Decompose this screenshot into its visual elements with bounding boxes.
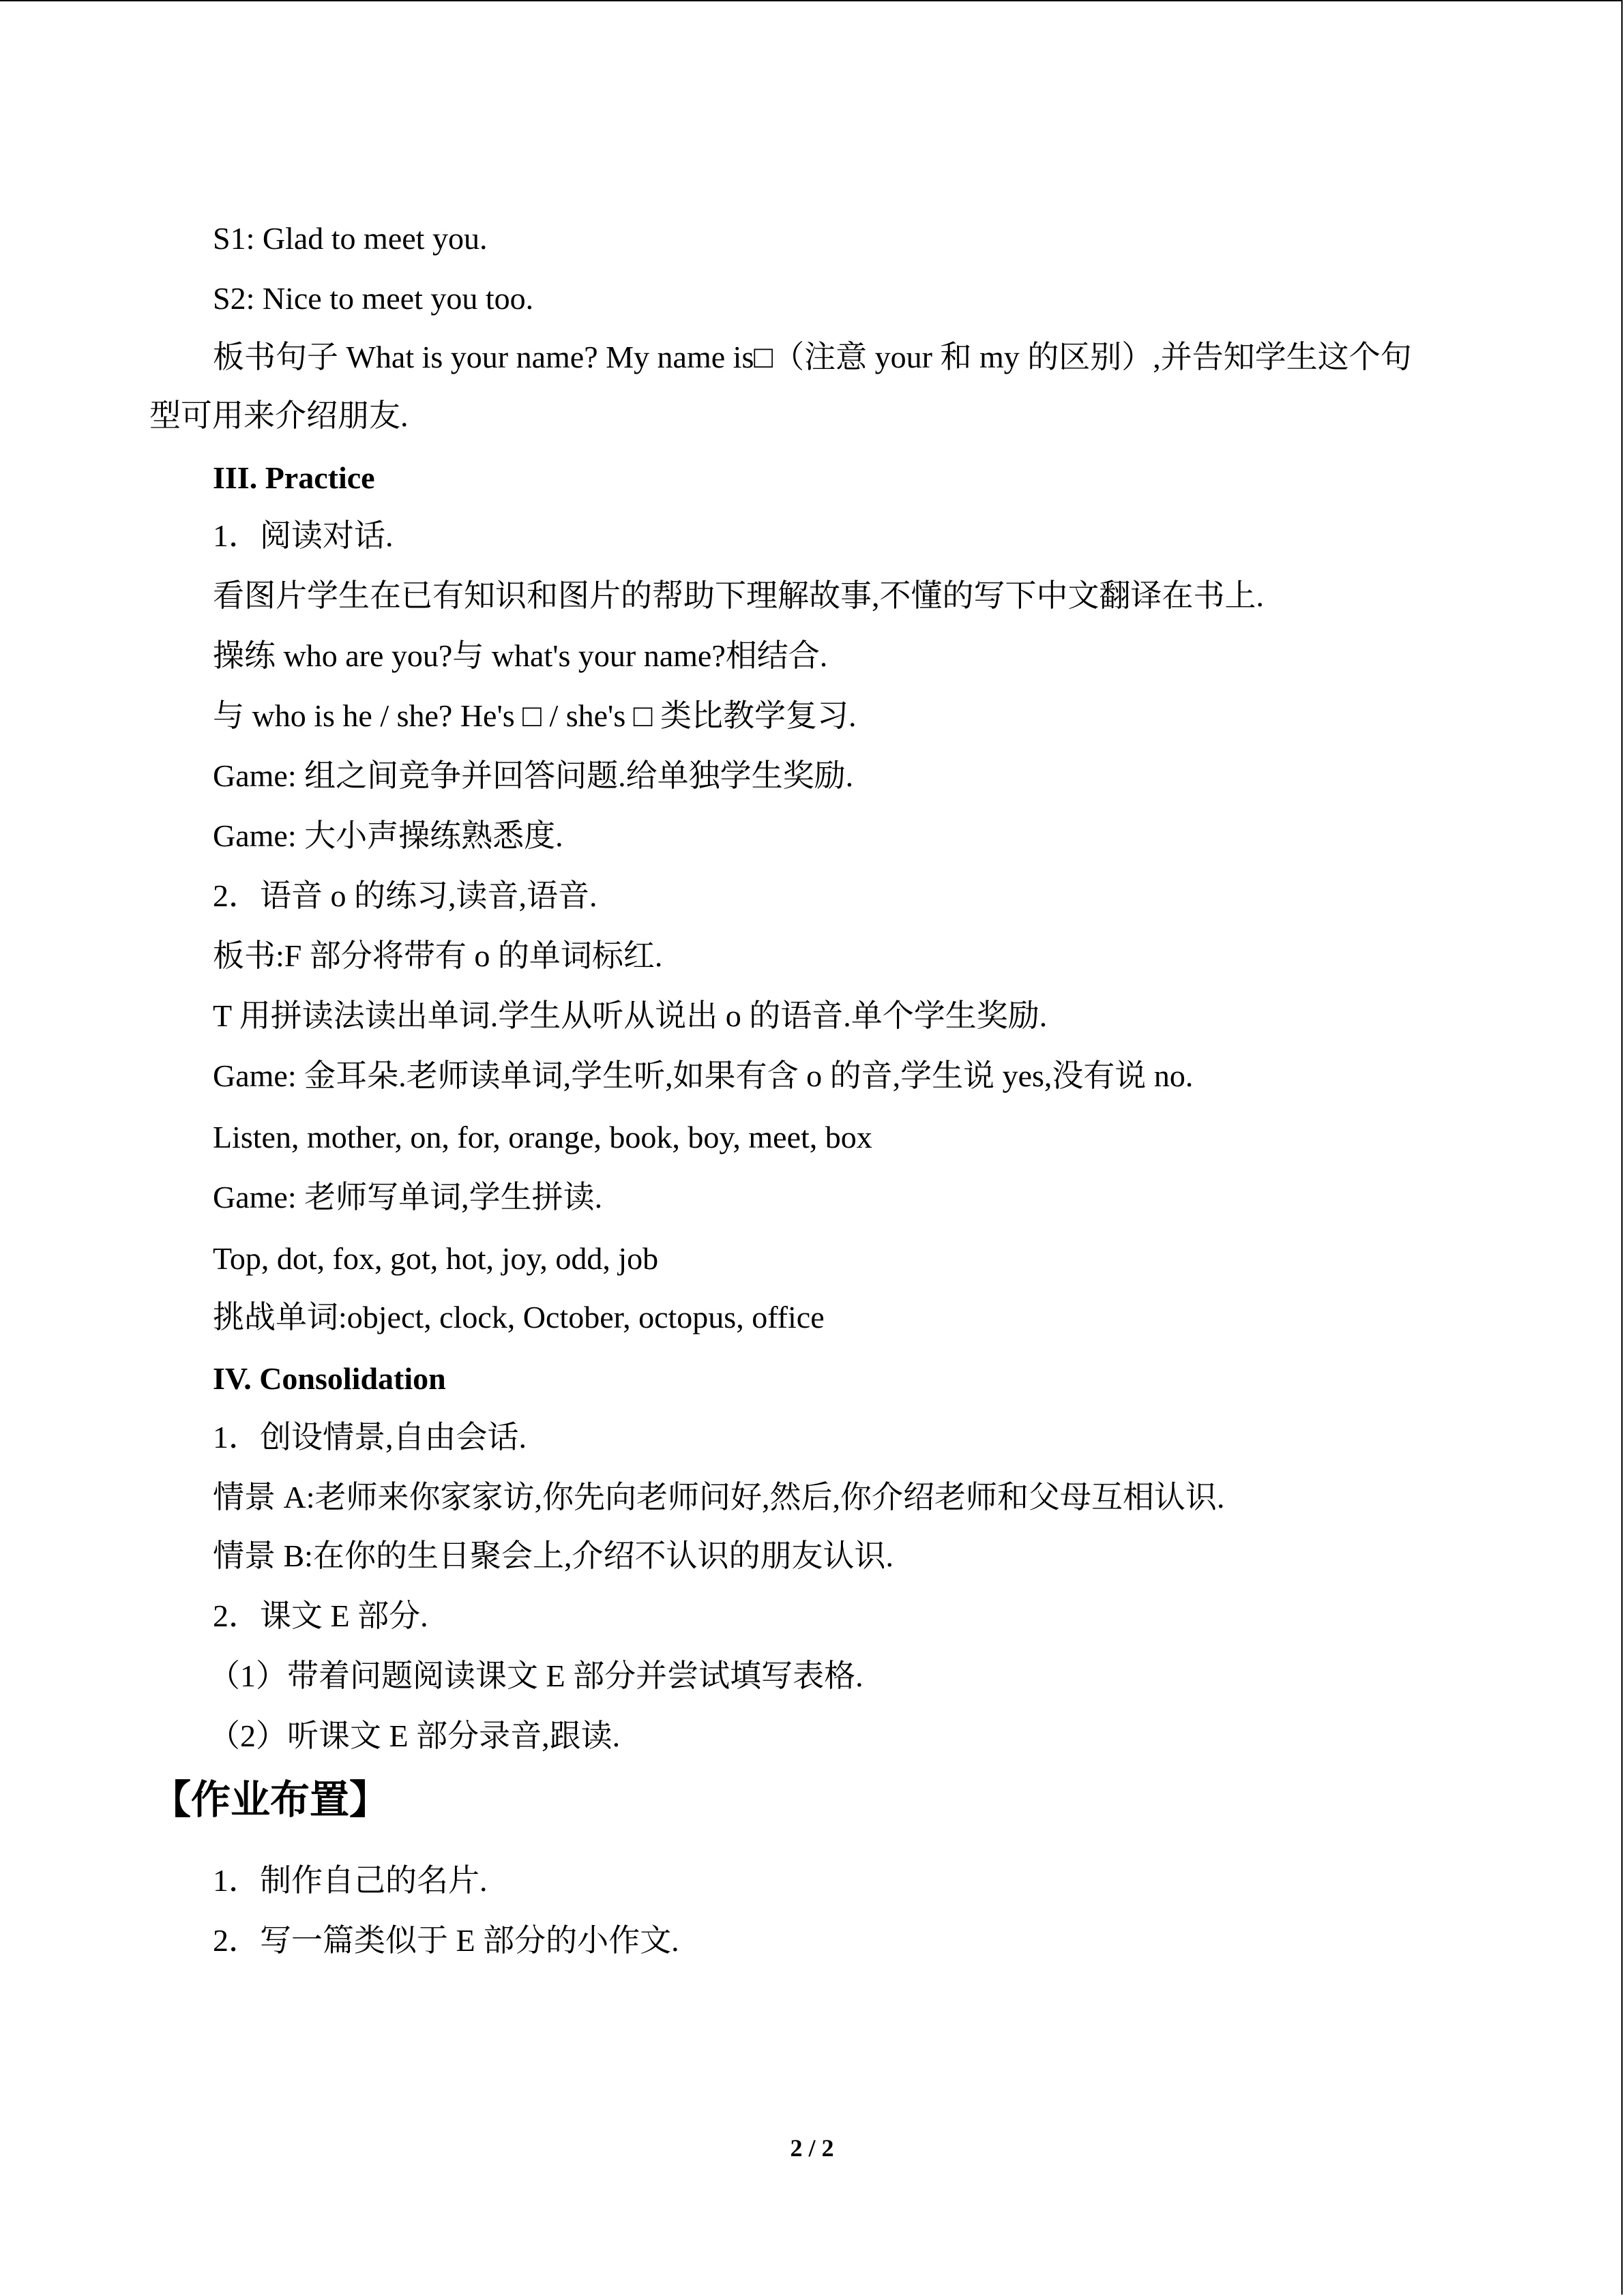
paragraph-line: 情景 A:老师来你家家访,你先向老师问好,然后,你介绍老师和父母互相认识.: [213, 1480, 1225, 1515]
list-item: 1．阅读对话.: [213, 518, 394, 553]
game-line: Game: 大小声操练熟悉度.: [213, 818, 563, 853]
word-list-line: Top, dot, fox, got, hot, joy, odd, job: [213, 1241, 659, 1276]
list-item: 2．语音 o 的练习,读音,语音.: [213, 878, 597, 913]
dialogue-line-s1: S1: Glad to meet you.: [213, 221, 488, 256]
sub-list-item: （1）带着问题阅读课文 E 部分并尝试填写表格.: [209, 1658, 863, 1693]
paragraph-line: 看图片学生在已有知识和图片的帮助下理解故事,不懂的写下中文翻译在书上.: [213, 578, 1264, 613]
homework-item: 1．制作自己的名片.: [213, 1863, 488, 1898]
game-line: Game: 组之间竞争并回答问题.给单独学生奖励.: [213, 758, 854, 793]
paragraph-line-continued: 型可用来介绍朋友.: [149, 398, 409, 433]
paragraph-line: 板书:F 部分将带有 o 的单词标红.: [213, 938, 663, 973]
game-line: Game: 老师写单词,学生拼读.: [213, 1180, 603, 1214]
word-list-line: Listen, mother, on, for, orange, book, boy, meet, box: [213, 1120, 872, 1154]
page-number: 2 / 2: [790, 2134, 834, 2162]
paragraph-line: 与 who is he / she? He's □ / she's □ 类比教学复习.: [213, 698, 857, 733]
sub-list-item: （2）听课文 E 部分录音,跟读.: [209, 1718, 621, 1753]
list-item: 2．课文 E 部分.: [213, 1598, 428, 1633]
homework-item: 2．写一篇类似于 E 部分的小作文.: [213, 1923, 679, 1958]
section-heading-practice: III. Practice: [213, 460, 375, 495]
paragraph-line: 情景 B:在你的生日聚会上,介绍不认识的朋友认识.: [213, 1538, 894, 1573]
list-item: 1．创设情景,自由会话.: [213, 1420, 527, 1455]
section-heading-consolidation: IV. Consolidation: [213, 1361, 446, 1396]
paragraph-line: T 用拼读法读出单词.学生从听从说出 o 的语音.单个学生奖励.: [213, 998, 1048, 1033]
dialogue-line-s2: S2: Nice to meet you too.: [213, 281, 534, 316]
homework-heading: 【作业布置】: [151, 1776, 389, 1823]
paragraph-line: 操练 who are you?与 what's your name?相结合.: [213, 638, 828, 673]
word-list-line: 挑战单词:object, clock, October, octopus, office: [213, 1300, 825, 1335]
paragraph-line: 板书句子 What is your name? My name is□（注意 your 和 my 的区别）,并告知学生这个句: [213, 340, 1412, 374]
game-line: Game: 金耳朵.老师读单词,学生听,如果有含 o 的音,学生说 yes,没有说 no.: [213, 1058, 1194, 1093]
